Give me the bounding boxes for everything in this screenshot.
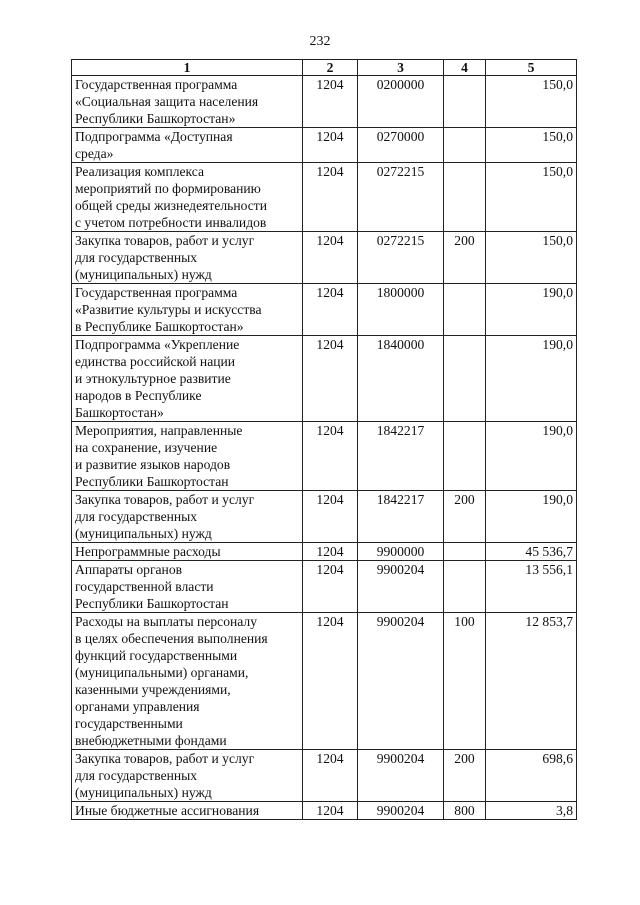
table-row (72, 750, 577, 802)
table-row (72, 543, 577, 561)
column-header-5: 5 (486, 60, 577, 76)
table-row (72, 232, 577, 284)
row-expense-type-cell (444, 561, 486, 613)
table-row (72, 422, 577, 491)
table-row (72, 802, 577, 820)
table-row (72, 613, 577, 750)
row-target-article-cell: 9900000 (358, 543, 444, 561)
row-section-code-cell: 1204 (303, 128, 358, 163)
row-section-code-cell: 1204 (303, 336, 358, 422)
row-target-article-cell: 1840000 (358, 336, 444, 422)
table-row (72, 336, 577, 422)
row-section-code-cell: 1204 (303, 284, 358, 336)
row-amount-cell: 3,8 (486, 802, 577, 820)
row-amount-cell: 190,0 (486, 491, 577, 543)
row-name-cell: Подпрограмма «Укрепление единства российской нации и этнокультурное развитие народов в Республике Башкортостан» (72, 336, 303, 422)
row-name-cell: Непрограммные расходы (72, 543, 303, 561)
table-row (72, 128, 577, 163)
row-name-cell: Реализация комплекса мероприятий по формированию общей среды жизнедеятельности с учетом потребности инвалидов (72, 163, 303, 232)
row-expense-type-cell (444, 163, 486, 232)
row-name-cell: Расходы на выплаты персоналу в целях обеспечения выполнения функций государственными (муниципальными) органами, казенными учреждениями, органами управления государственными внебюджетными фондами (72, 613, 303, 750)
row-amount-cell: 13 556,1 (486, 561, 577, 613)
row-target-article-cell: 0272215 (358, 232, 444, 284)
row-target-article-cell: 9900204 (358, 750, 444, 802)
row-section-code-cell: 1204 (303, 232, 358, 284)
row-amount-cell: 150,0 (486, 232, 577, 284)
row-expense-type-cell: 800 (444, 802, 486, 820)
row-section-code-cell: 1204 (303, 543, 358, 561)
budget-table (71, 59, 577, 820)
row-expense-type-cell (444, 284, 486, 336)
row-target-article-cell: 9900204 (358, 561, 444, 613)
row-amount-cell: 190,0 (486, 336, 577, 422)
row-expense-type-cell: 200 (444, 491, 486, 543)
row-amount-cell: 190,0 (486, 422, 577, 491)
table-row (72, 76, 577, 128)
row-amount-cell: 45 536,7 (486, 543, 577, 561)
row-name-cell: Подпрограмма «Доступная среда» (72, 128, 303, 163)
row-expense-type-cell (444, 76, 486, 128)
row-name-cell: Закупка товаров, работ и услуг для государственных (муниципальных) нужд (72, 491, 303, 543)
row-target-article-cell: 0272215 (358, 163, 444, 232)
row-section-code-cell: 1204 (303, 802, 358, 820)
table-row (72, 491, 577, 543)
row-expense-type-cell: 200 (444, 750, 486, 802)
row-section-code-cell: 1204 (303, 76, 358, 128)
table-row (72, 163, 577, 232)
row-expense-type-cell (444, 128, 486, 163)
row-amount-cell: 150,0 (486, 163, 577, 232)
row-amount-cell: 150,0 (486, 128, 577, 163)
row-expense-type-cell (444, 422, 486, 491)
table-header-row (72, 60, 577, 76)
row-name-cell: Государственная программа «Социальная защита населения Республики Башкортостан» (72, 76, 303, 128)
column-header-1: 1 (72, 60, 303, 76)
table-row (72, 284, 577, 336)
row-amount-cell: 190,0 (486, 284, 577, 336)
table-row (72, 561, 577, 613)
row-expense-type-cell (444, 336, 486, 422)
row-expense-type-cell (444, 543, 486, 561)
row-section-code-cell: 1204 (303, 750, 358, 802)
row-name-cell: Государственная программа «Развитие культуры и искусства в Республике Башкортостан» (72, 284, 303, 336)
column-header-3: 3 (358, 60, 444, 76)
row-section-code-cell: 1204 (303, 491, 358, 543)
row-name-cell: Мероприятия, направленные на сохранение, изучение и развитие языков народов Республики Башкортостан (72, 422, 303, 491)
row-section-code-cell: 1204 (303, 422, 358, 491)
column-header-4: 4 (444, 60, 486, 76)
row-amount-cell: 150,0 (486, 76, 577, 128)
row-name-cell: Закупка товаров, работ и услуг для государственных (муниципальных) нужд (72, 750, 303, 802)
row-target-article-cell: 0270000 (358, 128, 444, 163)
row-amount-cell: 12 853,7 (486, 613, 577, 750)
row-section-code-cell: 1204 (303, 613, 358, 750)
row-section-code-cell: 1204 (303, 163, 358, 232)
row-expense-type-cell: 100 (444, 613, 486, 750)
page-number: 232 (309, 34, 331, 49)
row-target-article-cell: 1842217 (358, 491, 444, 543)
row-target-article-cell: 1842217 (358, 422, 444, 491)
row-target-article-cell: 9900204 (358, 802, 444, 820)
row-section-code-cell: 1204 (303, 561, 358, 613)
row-target-article-cell: 9900204 (358, 613, 444, 750)
row-name-cell: Аппараты органов государственной власти Республики Башкортостан (72, 561, 303, 613)
row-name-cell: Иные бюджетные ассигнования (72, 802, 303, 820)
row-name-cell: Закупка товаров, работ и услуг для государственных (муниципальных) нужд (72, 232, 303, 284)
row-expense-type-cell: 200 (444, 232, 486, 284)
row-target-article-cell: 0200000 (358, 76, 444, 128)
row-amount-cell: 698,6 (486, 750, 577, 802)
column-header-2: 2 (303, 60, 358, 76)
row-target-article-cell: 1800000 (358, 284, 444, 336)
